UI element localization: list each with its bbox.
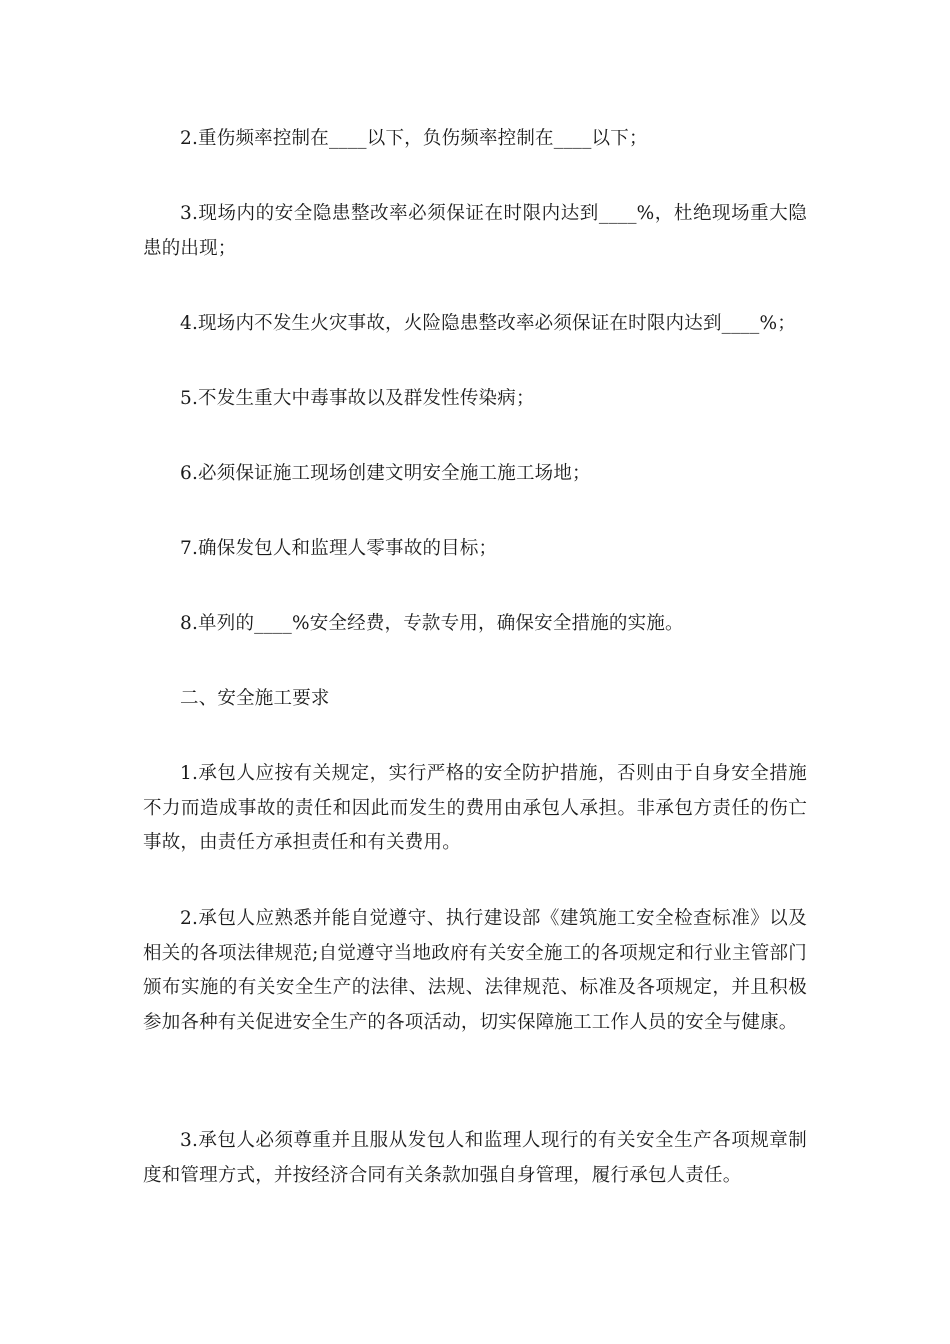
paragraph-target-7: 7.确保发包人和监理人零事故的目标；: [180, 538, 498, 559]
paragraph-requirement-1: 1.承包人应按有关规定，实行严格的安全防护措施，否则由于自身安全措施不力而造成事故的责任和因此而发生的费用由承包人承担。非承包方责任的伤亡事故，由责任方承担责任和有关费用。: [143, 763, 807, 853]
paragraph-target-4: 4.现场内不发生火灾事故，火险隐患整改率必须保证在时限内达到____%；: [180, 313, 796, 334]
paragraph-target-8: 8.单列的____%安全经费，专款专用，确保安全措施的实施。: [180, 613, 684, 634]
paragraph-requirement-2: 2.承包人应熟悉并能自觉遵守、执行建设部《建筑施工安全检查标准》以及相关的各项法律规范;自觉遵守当地政府有关安全施工的各项规定和行业主管部门颁布实施的有关安全生产的法律、法规、法律规范、标准及各项规定，并且积极参加各种有关促进安全生产的各项活动，切实保障施工工作人员的安全与健康。: [143, 908, 807, 1033]
paragraph-target-2: 2.重伤频率控制在____以下，负伤频率控制在____以下；: [180, 128, 648, 149]
paragraph-target-3: 3.现场内的安全隐患整改率必须保证在时限内达到____%，杜绝现场重大隐患的出现；: [143, 203, 807, 259]
paragraph-requirement-3: 3.承包人必须尊重并且服从发包人和监理人现行的有关安全生产各项规章制度和管理方式，并按经济合同有关条款加强自身管理，履行承包人责任。: [143, 1130, 807, 1186]
paragraph-target-6: 6.必须保证施工现场创建文明安全施工施工场地；: [180, 463, 591, 484]
paragraph-target-5: 5.不发生重大中毒事故以及群发性传染病；: [180, 388, 535, 409]
section-heading: 二、安全施工要求: [180, 688, 330, 709]
